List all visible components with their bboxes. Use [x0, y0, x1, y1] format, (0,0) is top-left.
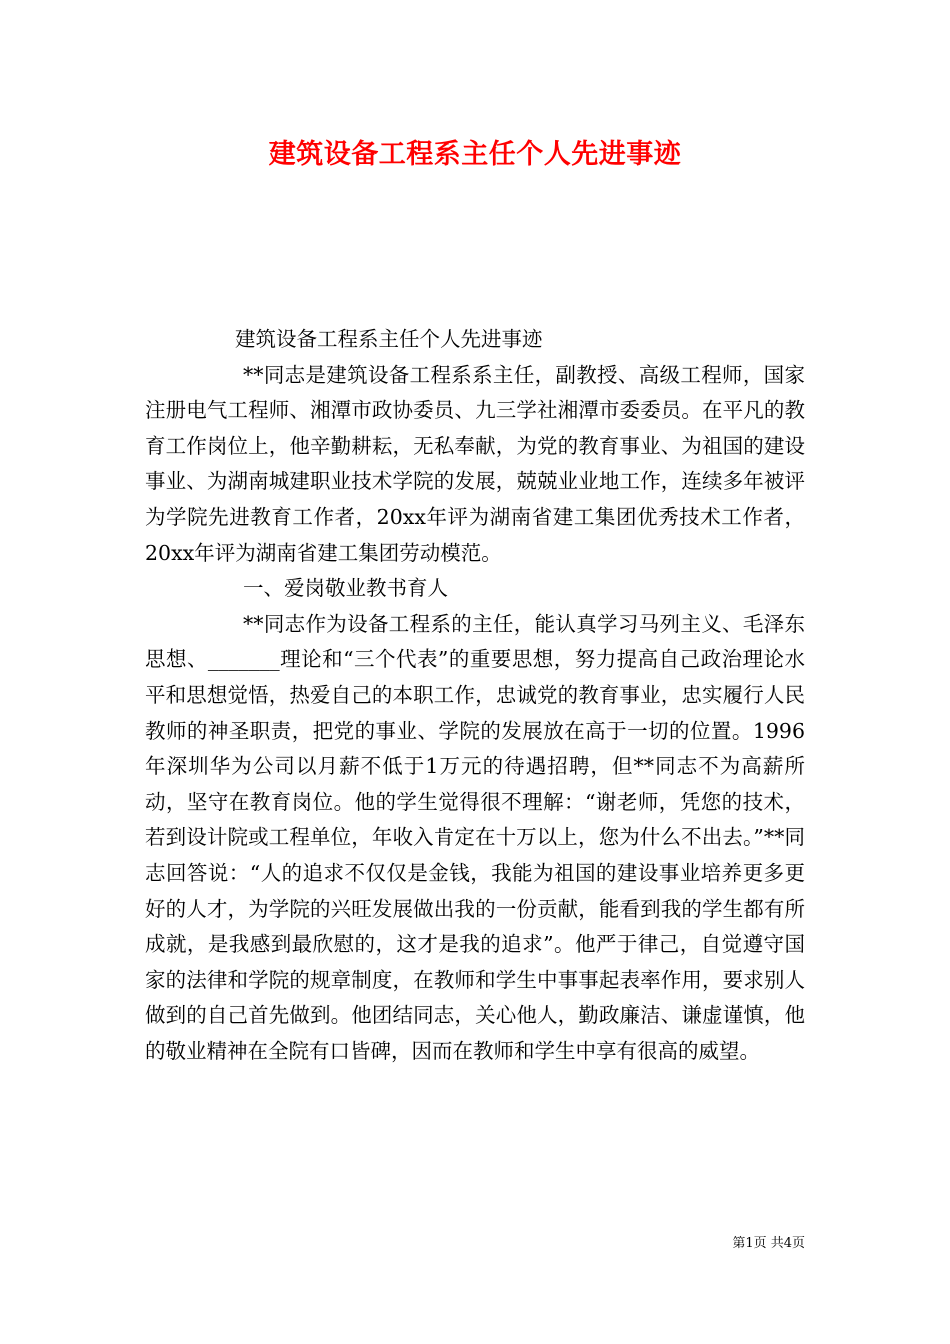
- body-heading: 建筑设备工程系主任个人先进事迹: [235, 327, 543, 351]
- document-title: 建筑设备工程系主任个人先进事迹: [268, 139, 682, 170]
- section-heading: 一、爱岗敬业教书育人: [243, 576, 448, 601]
- page-number: 第1页 共4页: [732, 1236, 805, 1251]
- body-paragraph-section-1: **同志作为设备工程系的主任，能认真学习马列主义、毛泽东思想、_______理论和“三个代表”的重要思想，努力提高自己政治理论水平和思想觉悟，热爱自己的本职工作，忠诚党的教育事业，忠实履行人民教师的神圣职责，把党的事业、学院的发展放在高于一切的位置。1996年深圳华为公司以月薪不低于1万元的待遇招聘，但**同志不为高薪所动，坚守在教育岗位。他的学生觉得很不理解：“谢老师，凭您的技术，若到设计院或工程单位，年收入肯定在十万以上，您为什么不出去。”**同志回答说：“人的追求不仅仅是金钱，我能为祖国的建设事业培养更多更好的人才，为学院的兴旺发展做出我的一份贡献，能看到我的学生都有所成就，是我感到最欣慰的，这才是我的追求”。他严于律己，自觉遵守国家的法律和学院的规章制度，在教师和学生中事事起表率作用，要求别人做到的自己首先做到。他团结同志，关心他人，勤政廉洁、谦虚谨慎，他的敬业精神在全院有口皆碑，因而在教师和学生中享有很高的威望。: [145, 611, 805, 1063]
- body-paragraph-intro: **同志是建筑设备工程系系主任，副教授、高级工程师，国家注册电气工程师、湘潭市政协委员、九三学社湘潭市委委员。在平凡的教育工作岗位上，他辛勤耕耘，无私奉献，为党的教育事业、为祖国的建设事业、为湖南城建职业技术学院的发展，兢兢业业地工作，连续多年被评为学院先进教育工作者，20xx年评为湖南省建工集团优秀技术工作者，20xx年评为湖南省建工集团劳动模范。: [145, 362, 805, 565]
- document-body: [145, 322, 805, 1069]
